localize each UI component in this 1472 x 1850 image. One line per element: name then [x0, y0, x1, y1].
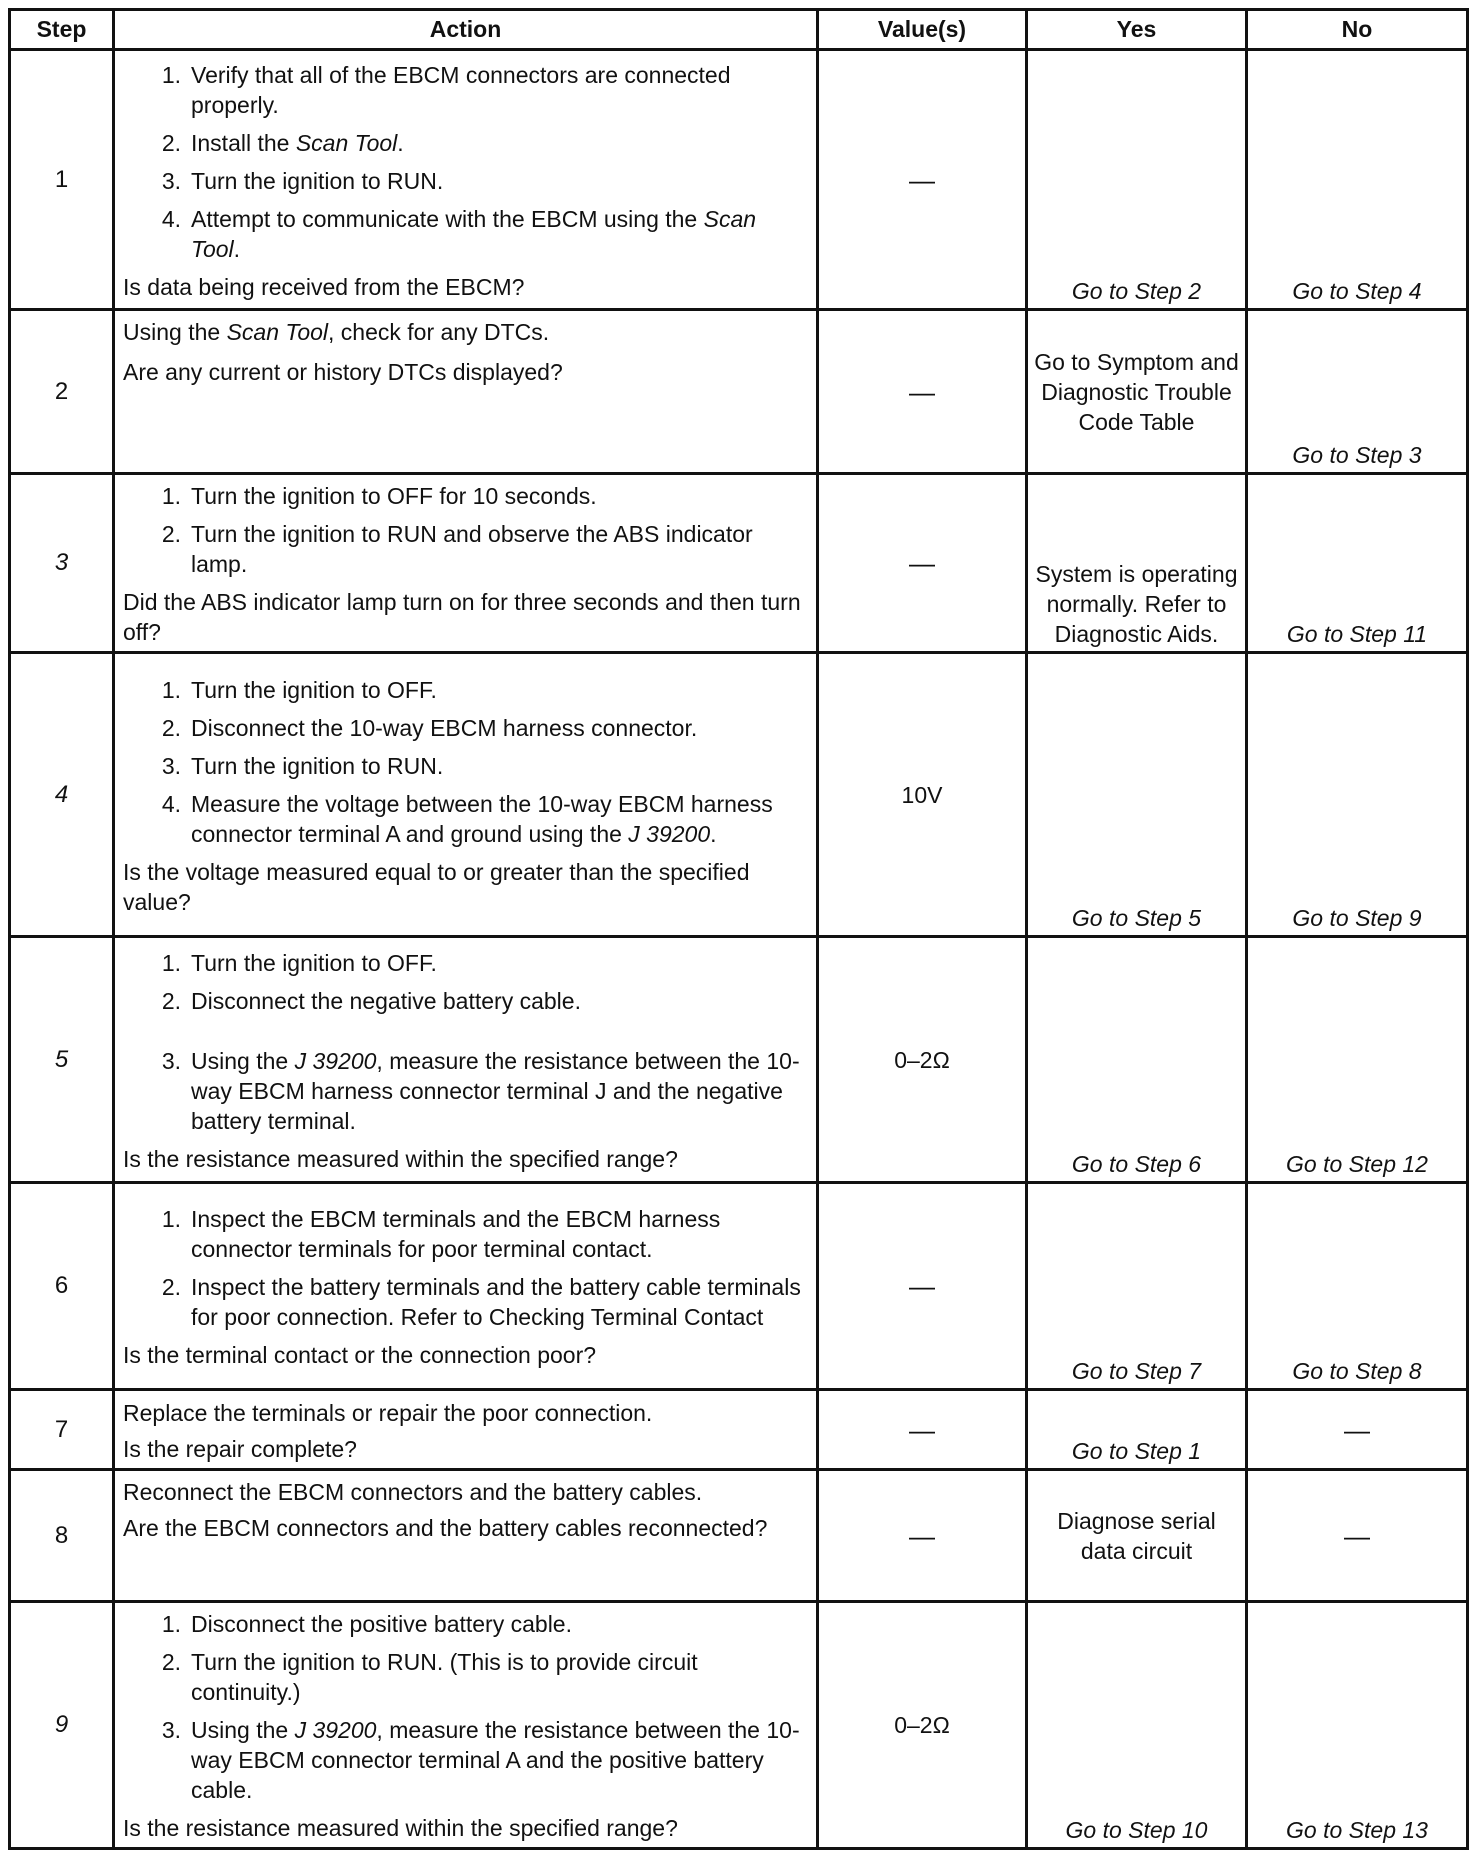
- yes-cell: Go to Step 7: [1027, 1183, 1247, 1390]
- table-row: [10, 50, 1468, 310]
- question: Is the voltage measured equal to or greater than the specified value?: [123, 858, 750, 915]
- table-row: [10, 474, 1468, 653]
- step-number: 2: [10, 310, 114, 474]
- step-number: 1: [10, 50, 114, 310]
- question: Is the repair complete?: [123, 1435, 357, 1462]
- action-item: 1. Turn the ignition to OFF.: [161, 676, 437, 703]
- action-item: 3. Turn the ignition to RUN.: [161, 752, 444, 779]
- table-row: [10, 310, 1468, 474]
- step-number: 6: [10, 1183, 114, 1390]
- tool-name: J 39200: [294, 1717, 377, 1743]
- action-cell: [114, 310, 818, 474]
- action-intro: Reconnect the EBCM connectors and the battery cables.: [123, 1479, 703, 1505]
- question: Are any current or history DTCs displayed?: [123, 359, 563, 385]
- no-cell: —: [1247, 1470, 1468, 1602]
- tool-name: Scan Tool: [191, 205, 757, 262]
- action-cell: [114, 937, 818, 1183]
- action-item: 4. Attempt to communicate with the EBCM using the Scan Tool.: [161, 205, 757, 262]
- question: Did the ABS indicator lamp turn on for three seconds and then turn off?: [123, 589, 801, 645]
- step-number: 9: [10, 1602, 114, 1849]
- table-row: [10, 1183, 1468, 1390]
- tool-name: J 39200: [294, 1047, 377, 1074]
- action-item: 2. Disconnect the negative battery cable.: [161, 987, 581, 1014]
- yes-cell: Go to Step 2: [1027, 50, 1247, 310]
- yes-cell: System is operating normally. Refer to Diagnostic Aids.: [1027, 474, 1247, 653]
- action-cell: [114, 1390, 818, 1470]
- value-cell: —: [818, 50, 1027, 310]
- action-item: 2. Turn the ignition to RUN. (This is to provide circuit continuity.): [161, 1649, 698, 1705]
- no-cell: Go to Step 13: [1247, 1602, 1468, 1849]
- action-item: 2. Install the Scan Tool.: [161, 129, 404, 156]
- action-cell: [114, 1470, 818, 1602]
- tool-name: Scan Tool: [295, 129, 398, 156]
- action-cell: [114, 1602, 818, 1849]
- action-cell: [114, 50, 818, 310]
- action-item: 3. Turn the ignition to RUN.: [161, 167, 444, 194]
- diagnostic-table-page: [8, 8, 1466, 1850]
- action-cell: [114, 653, 818, 937]
- table-row: [10, 1390, 1468, 1470]
- yes-cell: Go to Step 10: [1027, 1602, 1247, 1849]
- table-row: [10, 653, 1468, 937]
- question: Are the EBCM connectors and the battery cables reconnected?: [123, 1515, 768, 1541]
- action-item: 1. Inspect the EBCM terminals and the EBCM harness connector terminals for poor terminal contact.: [161, 1206, 721, 1262]
- no-cell: Go to Step 9: [1247, 653, 1468, 937]
- value-cell: —: [818, 1470, 1027, 1602]
- question: Is the terminal contact or the connection poor?: [123, 1342, 597, 1368]
- step-number: 4: [10, 653, 114, 937]
- no-cell: —: [1247, 1390, 1468, 1470]
- tool-name: Scan Tool: [226, 319, 329, 345]
- action-intro: Using the Scan Tool, check for any DTCs.: [123, 319, 550, 345]
- diagnostic-table: [8, 8, 1469, 1850]
- action-item: 2. Turn the ignition to RUN and observe the ABS indicator lamp.: [161, 521, 753, 577]
- action-item: 3. Using the J 39200, measure the resistance between the 10-way EBCM connector terminal A and the positive battery cable.: [161, 1717, 800, 1803]
- action-item: 2. Disconnect the 10-way EBCM harness connector.: [161, 714, 698, 741]
- action-item: 3. Using the J 39200, measure the resistance between the 10-way EBCM harness connector terminal J and the negative battery terminal.: [161, 1047, 800, 1134]
- value-cell: 0–2Ω: [818, 937, 1027, 1183]
- value-cell: 0–2Ω: [818, 1602, 1027, 1849]
- action-item: 2. Inspect the battery terminals and the battery cable terminals for poor connection. Refer to Checking Terminal Contact: [161, 1274, 801, 1330]
- action-item: 4. Measure the voltage between the 10-way EBCM harness connector terminal A and ground using the J 39200.: [161, 790, 773, 847]
- action-item: 1. Disconnect the positive battery cable.: [161, 1611, 572, 1637]
- table-row: [10, 1602, 1468, 1849]
- value-cell: —: [818, 310, 1027, 474]
- action-item: 1. Turn the ignition to OFF for 10 seconds.: [161, 483, 597, 509]
- table-row: [10, 1470, 1468, 1602]
- value-cell: —: [818, 1183, 1027, 1390]
- header-yes: Yes: [1027, 10, 1247, 50]
- action-item: 1. Turn the ignition to OFF.: [161, 949, 437, 976]
- header-values: Value(s): [818, 10, 1027, 50]
- step-number: 5: [10, 937, 114, 1183]
- header-no: No: [1247, 10, 1468, 50]
- no-cell: Go to Step 11: [1247, 474, 1468, 653]
- header-step: Step: [10, 10, 114, 50]
- action-cell: [114, 1183, 818, 1390]
- action-cell: [114, 474, 818, 653]
- yes-cell: Go to Step 5: [1027, 653, 1247, 937]
- tool-name: J 39200: [628, 820, 711, 847]
- no-cell: Go to Step 12: [1247, 937, 1468, 1183]
- step-number: 7: [10, 1390, 114, 1470]
- question: Is data being received from the EBCM?: [123, 273, 525, 300]
- table-row: [10, 937, 1468, 1183]
- action-intro: Replace the terminals or repair the poor connection.: [123, 1399, 653, 1426]
- value-cell: —: [818, 474, 1027, 653]
- step-number: 8: [10, 1470, 114, 1602]
- yes-cell: Go to Step 6: [1027, 937, 1247, 1183]
- no-cell: Go to Step 3: [1247, 310, 1468, 474]
- question: Is the resistance measured within the specified range?: [123, 1145, 678, 1172]
- header-row: [10, 10, 1468, 50]
- question: Is the resistance measured within the specified range?: [123, 1815, 678, 1841]
- header-action: Action: [114, 10, 818, 50]
- yes-cell: Diagnose serial data circuit: [1027, 1470, 1247, 1602]
- step-number: 3: [10, 474, 114, 653]
- value-cell: 10V: [818, 653, 1027, 937]
- yes-cell: Go to Step 1: [1027, 1390, 1247, 1470]
- action-item: 1. Verify that all of the EBCM connectors are connected properly.: [161, 61, 731, 118]
- value-cell: —: [818, 1390, 1027, 1470]
- no-cell: Go to Step 4: [1247, 50, 1468, 310]
- no-cell: Go to Step 8: [1247, 1183, 1468, 1390]
- yes-cell: Go to Symptom and Diagnostic Trouble Code Table: [1027, 310, 1247, 474]
